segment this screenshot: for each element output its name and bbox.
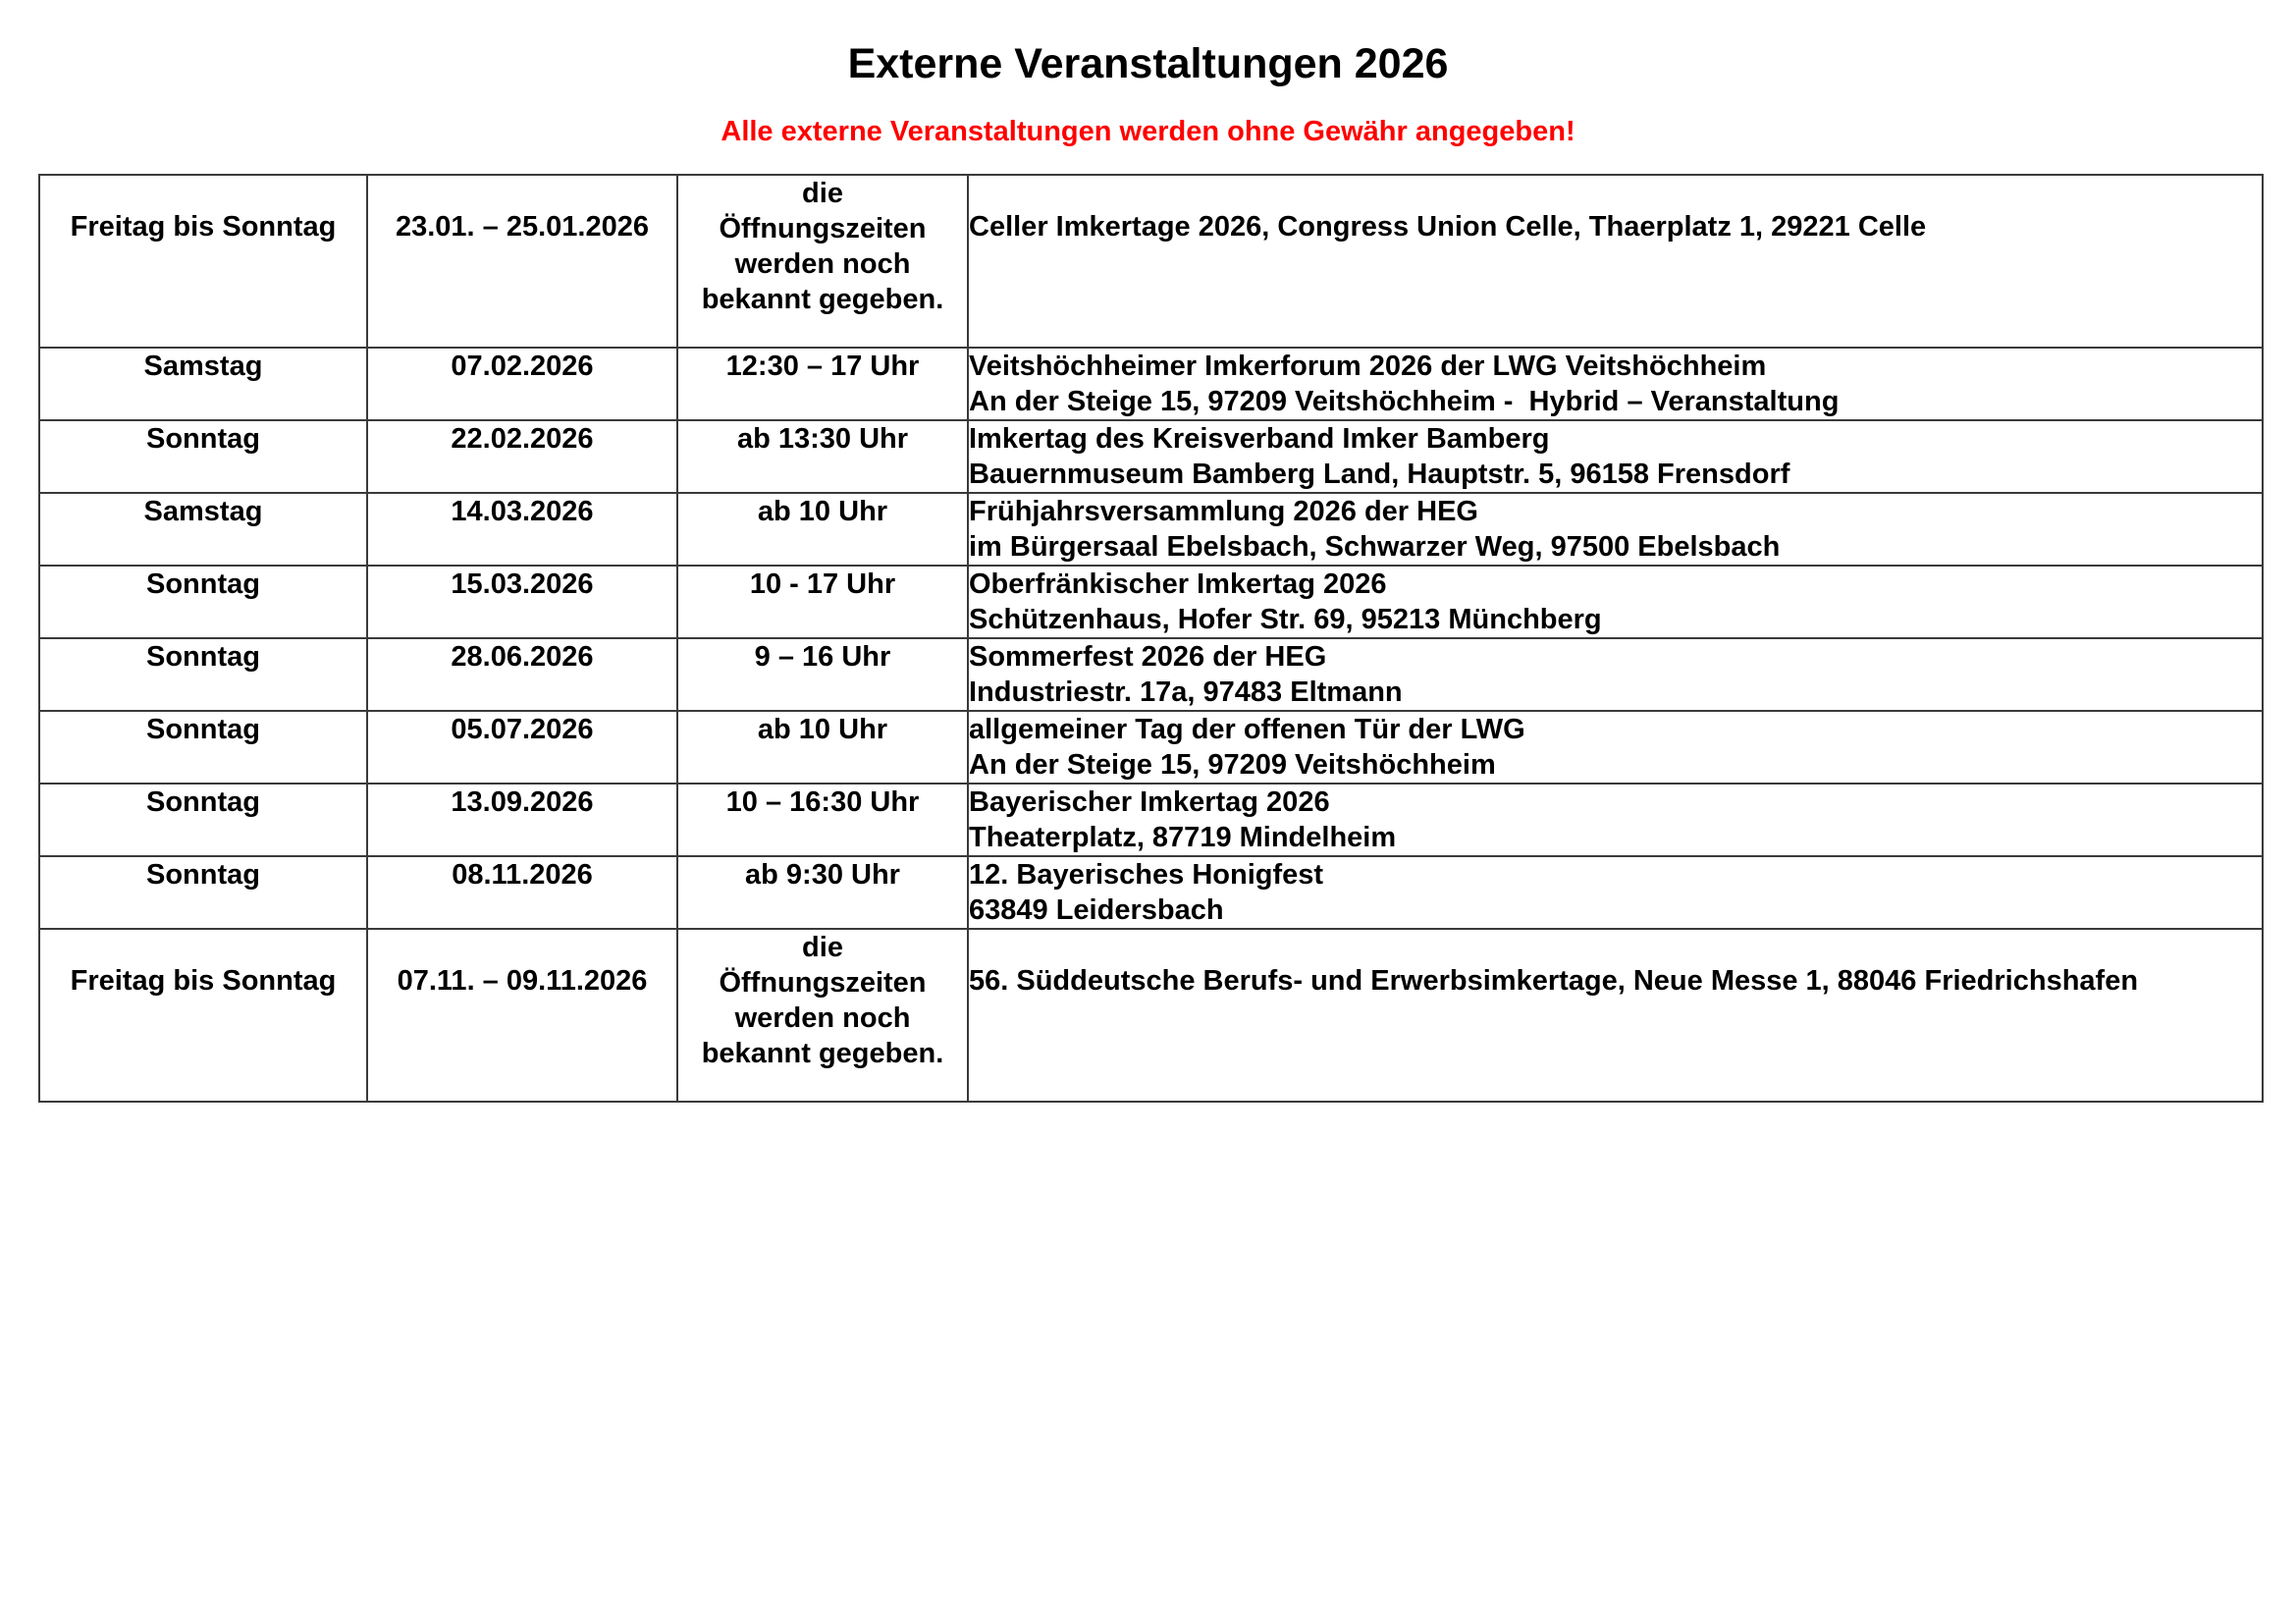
- event-info-line: Sommerfest 2026 der HEG: [969, 641, 1327, 673]
- day-cell: Sonntag: [39, 420, 367, 493]
- day-cell: Sonntag: [39, 638, 367, 711]
- event-info-line: Theaterplatz, 87719 Mindelheim: [969, 822, 1397, 853]
- time-cell: [677, 175, 968, 348]
- event-info-line: allgemeiner Tag der offenen Tür der LWG: [969, 714, 1525, 745]
- date-cell: 23.01. – 25.01.2026: [367, 175, 677, 348]
- time-cell: 9 – 16 Uhr: [677, 638, 968, 711]
- event-info-cell: [968, 420, 2263, 493]
- time-cell: ab 10 Uhr: [677, 711, 968, 784]
- time-cell: ab 13:30 Uhr: [677, 420, 968, 493]
- event-info-line: Frühjahrsversammlung 2026 der HEG: [969, 496, 1478, 527]
- date-cell: 05.07.2026: [367, 711, 677, 784]
- table-row: [39, 929, 2263, 1102]
- event-info-line: 63849 Leidersbach: [969, 894, 1224, 926]
- time-line: werden noch: [734, 248, 911, 280]
- table-row: [39, 711, 2263, 784]
- time-cell: ab 9:30 Uhr: [677, 856, 968, 929]
- event-info-line: Schützenhaus, Hofer Str. 69, 95213 Münchberg: [969, 604, 1602, 635]
- events-table: [38, 174, 2264, 1103]
- day-cell: Sonntag: [39, 856, 367, 929]
- time-cell: 10 - 17 Uhr: [677, 566, 968, 638]
- event-info-cell: [968, 566, 2263, 638]
- event-info-cell: [968, 638, 2263, 711]
- event-info-line: Celler Imkertage 2026, Congress Union Celle, Thaerplatz 1, 29221 Celle: [969, 211, 1927, 243]
- date-cell: 13.09.2026: [367, 784, 677, 856]
- event-info-line: Industriestr. 17a, 97483 Eltmann: [969, 677, 1403, 708]
- date-cell: 07.02.2026: [367, 348, 677, 420]
- date-cell: 28.06.2026: [367, 638, 677, 711]
- table-row: [39, 493, 2263, 566]
- disclaimer-subtitle: Alle externe Veranstaltungen werden ohne Gewähr angegeben!: [721, 116, 1575, 147]
- table-row: [39, 638, 2263, 711]
- page-title: Externe Veranstaltungen 2026: [847, 40, 1449, 87]
- event-info-line: An der Steige 15, 97209 Veitshöchheim: [969, 749, 1496, 781]
- event-info-line: 12. Bayerisches Honigfest: [969, 859, 1324, 891]
- event-info-cell: [968, 348, 2263, 420]
- event-info-line: An der Steige 15, 97209 Veitshöchheim - Hybrid – Veranstaltung: [969, 386, 1840, 417]
- event-info-line: 56. Süddeutsche Berufs- und Erwerbsimkertage, Neue Messe 1, 88046 Friedrichshafen: [969, 965, 2139, 997]
- table-row: [39, 856, 2263, 929]
- day-cell: Sonntag: [39, 711, 367, 784]
- event-info-line: Bayerischer Imkertag 2026: [969, 786, 1330, 818]
- date-cell: 22.02.2026: [367, 420, 677, 493]
- time-line: bekannt gegeben.: [701, 284, 944, 315]
- table-row: [39, 566, 2263, 638]
- time-line: die: [802, 178, 843, 209]
- event-info-line: Bauernmuseum Bamberg Land, Hauptstr. 5, 96158 Frensdorf: [969, 459, 1790, 490]
- day-cell: Samstag: [39, 348, 367, 420]
- date-cell: 14.03.2026: [367, 493, 677, 566]
- day-cell: Sonntag: [39, 566, 367, 638]
- event-info-line: Oberfränkischer Imkertag 2026: [969, 568, 1387, 600]
- date-cell: 15.03.2026: [367, 566, 677, 638]
- table-row: [39, 784, 2263, 856]
- time-cell: 12:30 – 17 Uhr: [677, 348, 968, 420]
- events-table-body: [39, 175, 2263, 1102]
- table-row: [39, 348, 2263, 420]
- date-cell: 08.11.2026: [367, 856, 677, 929]
- event-info-cell: [968, 493, 2263, 566]
- event-info-line: im Bürgersaal Ebelsbach, Schwarzer Weg, 97500 Ebelsbach: [969, 531, 1781, 563]
- time-line: Öffnungszeiten: [719, 967, 927, 999]
- day-cell: Freitag bis Sonntag: [39, 175, 367, 348]
- event-info-line: Imkertag des Kreisverband Imker Bamberg: [969, 423, 1550, 455]
- event-info-cell: [968, 929, 2263, 1102]
- time-line: die: [802, 932, 843, 963]
- event-info-cell: [968, 856, 2263, 929]
- table-row: [39, 420, 2263, 493]
- event-info-cell: [968, 175, 2263, 348]
- event-info-line: Veitshöchheimer Imkerforum 2026 der LWG Veitshöchheim: [969, 351, 1767, 382]
- time-cell: [677, 929, 968, 1102]
- time-line: bekannt gegeben.: [701, 1038, 944, 1069]
- day-cell: Freitag bis Sonntag: [39, 929, 367, 1102]
- event-info-cell: [968, 711, 2263, 784]
- time-cell: ab 10 Uhr: [677, 493, 968, 566]
- table-row: [39, 175, 2263, 348]
- time-cell: 10 – 16:30 Uhr: [677, 784, 968, 856]
- event-info-cell: [968, 784, 2263, 856]
- day-cell: Samstag: [39, 493, 367, 566]
- day-cell: Sonntag: [39, 784, 367, 856]
- time-line: werden noch: [734, 1002, 911, 1034]
- date-cell: 07.11. – 09.11.2026: [367, 929, 677, 1102]
- time-line: Öffnungszeiten: [719, 213, 927, 244]
